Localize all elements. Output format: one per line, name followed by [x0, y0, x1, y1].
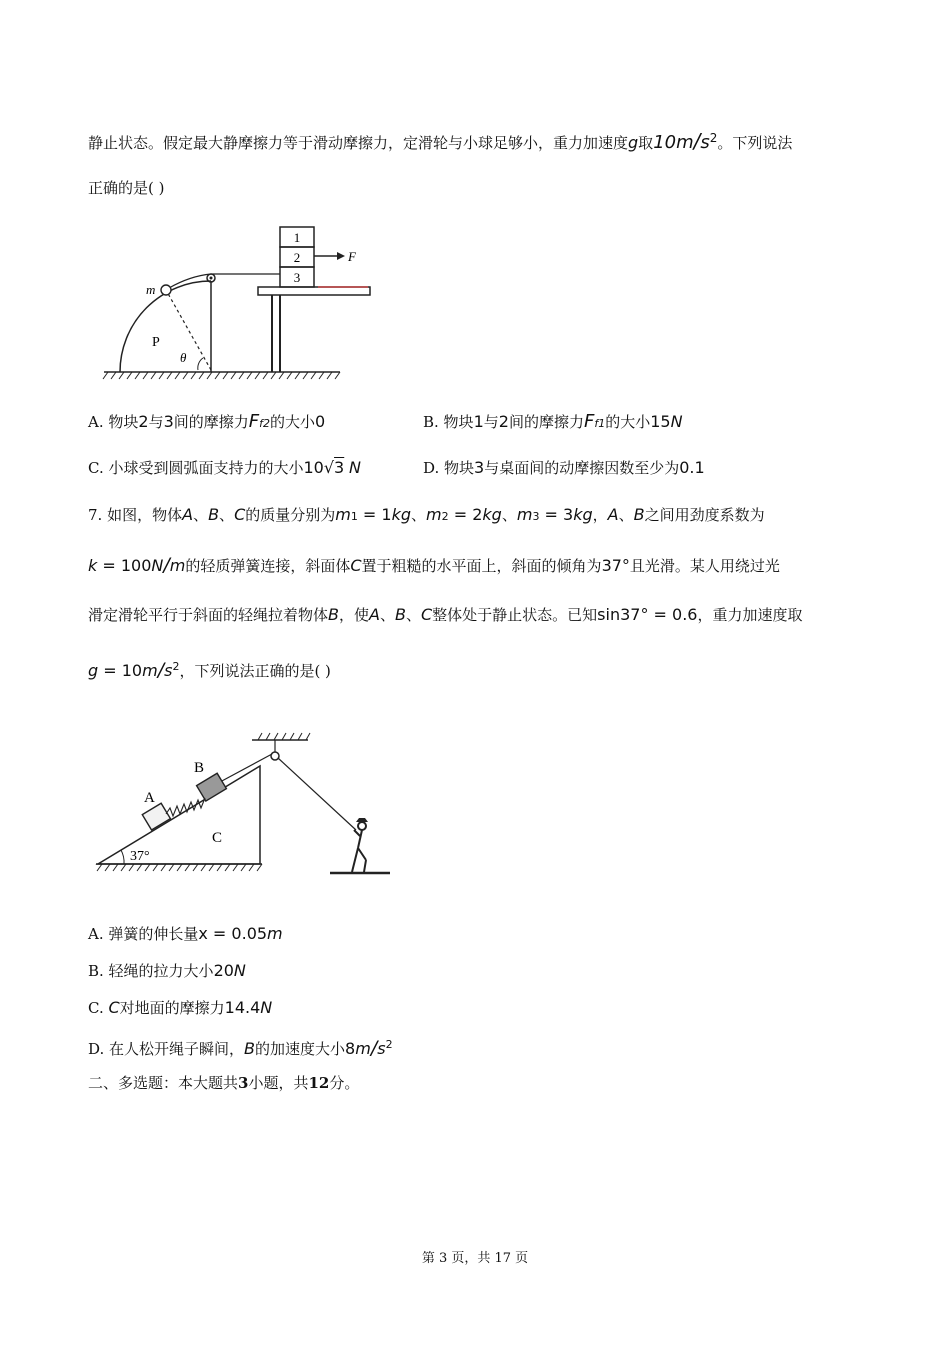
block-2-label: 2	[293, 250, 301, 265]
q7-option-b: B. 轻绳的拉力大小20N	[88, 961, 246, 980]
block-a-label: A	[144, 790, 155, 806]
q6-option-d: D. 物块3与桌面间的动摩擦因数至少为0.1	[423, 458, 705, 477]
q6-option-a: A. 物块2与3间的摩擦力Ff2的大小0	[88, 411, 326, 432]
q7-option-c: C. C对地面的摩擦力14.4N	[88, 998, 273, 1017]
incline-c-label: C	[212, 830, 223, 846]
q7-stem-line4: $g = 10m/s^2$，下列说法正确的是( )	[88, 659, 331, 681]
q7-option-d: D. 在人松开绳子瞬间，B的加速度大小$8m/s^2$	[88, 1037, 393, 1059]
q7-stem-line1: 7. 如图，物体A、B、C的质量分别为m1 = 1kg、m2 = 2kg、m3 = 3kg，A、B之间用劲度系数为	[88, 505, 765, 524]
block-3-label: 3	[293, 270, 301, 285]
q7-figure	[94, 730, 394, 880]
body-p-label: P	[152, 335, 160, 350]
theta-label: θ	[180, 350, 187, 365]
ball-label: m	[146, 282, 156, 297]
q6-stem-line2: 正确的是( )	[88, 179, 165, 197]
angle-37-label: 37°	[130, 849, 150, 864]
block-1-label: 1	[293, 230, 301, 245]
q6-option-c: C. 小球受到圆弧面支持力的大小10√3 N	[88, 458, 361, 477]
block-b-label: B	[194, 760, 205, 776]
q7-option-a: A. 弹簧的伸长量x = 0.05m	[88, 924, 283, 943]
q7-stem-line2: k = 100N/m的轻质弹簧连接，斜面体C置于粗糙的水平面上，斜面的倾角为37°且光滑。某人用绕过光	[88, 554, 780, 576]
page-footer: 第 3 页，共 17 页	[421, 1251, 529, 1266]
q7-stem-line3: 滑定滑轮平行于斜面的轻绳拉着物体B，使A、B、C整体处于静止状态。已知sin37° = 0.6，重力加速度取	[88, 605, 803, 624]
section-2-heading: 二、多选题：本大题共3小题，共12分。	[88, 1074, 360, 1092]
q6-option-b: B. 物块1与2间的摩擦力Ff1的大小15N	[423, 411, 683, 432]
q6-figure	[100, 224, 356, 384]
force-label: F	[348, 249, 356, 264]
q6-stem-line1: 静止状态。假定最大静摩擦力等于滑动摩擦力，定滑轮与小球足够小，重力加速度g取$10m/s^2$。下列说法	[88, 129, 793, 153]
